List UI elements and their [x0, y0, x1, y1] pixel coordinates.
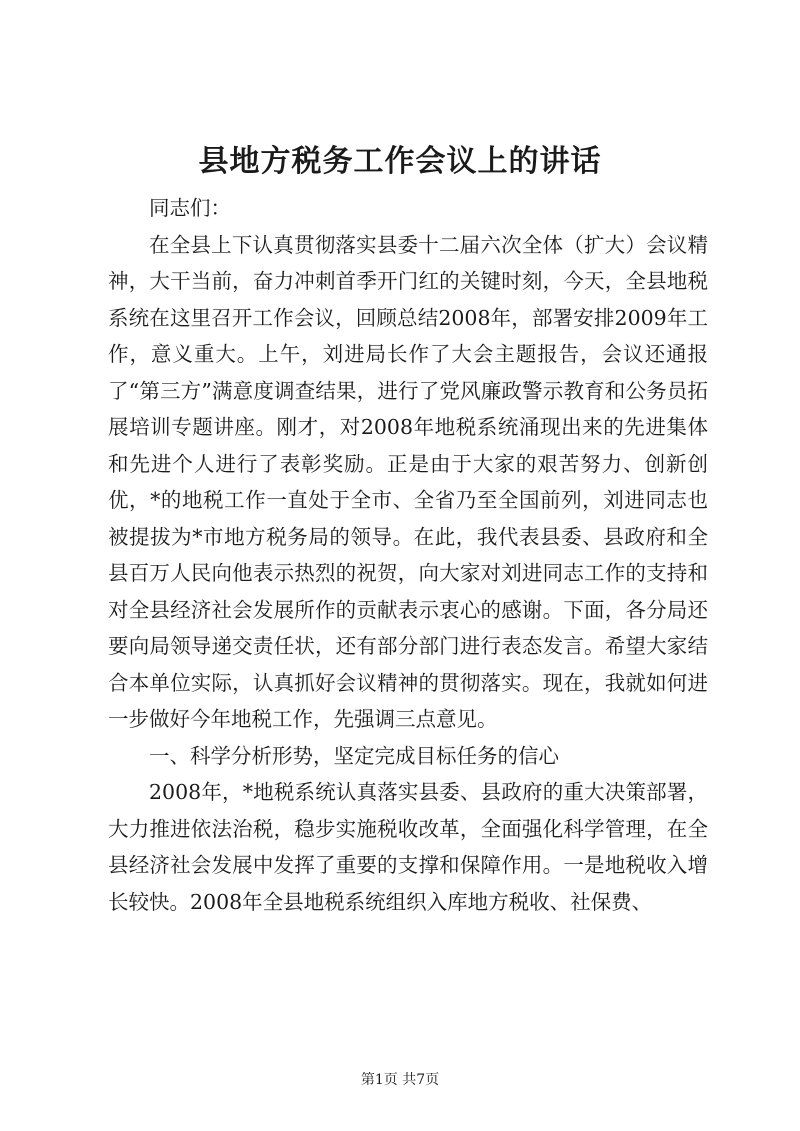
- section-heading-1: 一、科学分析形势，坚定完成目标任务的信心: [149, 743, 559, 768]
- page-title: 县地方税务工作会议上的讲话: [198, 144, 602, 179]
- salutation-paragraph: 同志们：: [149, 196, 231, 220]
- section-1-paragraph: 2008年，*地税系统认真落实县委、县政府的重大决策部署，大力推进依法治税，稳步实施税收改革，全面强化科学管理，在全县经济社会发展中发挥了重要的支撑和保障作用。一是地税收入增长较快。2008年全县地税系统组织入库地方税收、社保费、: [108, 780, 708, 914]
- document-body: [108, 190, 708, 920]
- page-footer: 第1页 共7页: [360, 1072, 440, 1088]
- opening-paragraph: 在全县上下认真贯彻落实县委十二届六次全体（扩大）会议精神，大干当前，奋力冲刺首季开门红的关键时刻，今天，全县地税系统在这里召开工作会议，回顾总结2008年，部署安排2009年工作，意义重大。上午，刘进局长作了大会主题报告，会议还通报了“第三方”满意度调查结果，进行了党风廉政警示教育和公务员拓展培训专题讲座。刚才，对2008年地税系统涌现出来的先进集体和先进个人进行了表彰奖励。正是由于大家的艰苦努力、创新创优，*的地税工作一直处于全市、全省乃至全国前列，刘进同志也被提拔为*市地方税务局的领导。在此，我代表县委、县政府和全县百万人民向他表示热烈的祝贺，向大家对刘进同志工作的支持和对全县经济社会发展所作的贡献表示衷心的感谢。下面，各分局还要向局领导递交责任状，还有部分部门进行表态发言。希望大家结合本单位实际，认真抓好会议精神的贯彻落实。现在，我就如何进一步做好今年地税工作，先强调三点意见。: [108, 232, 708, 731]
